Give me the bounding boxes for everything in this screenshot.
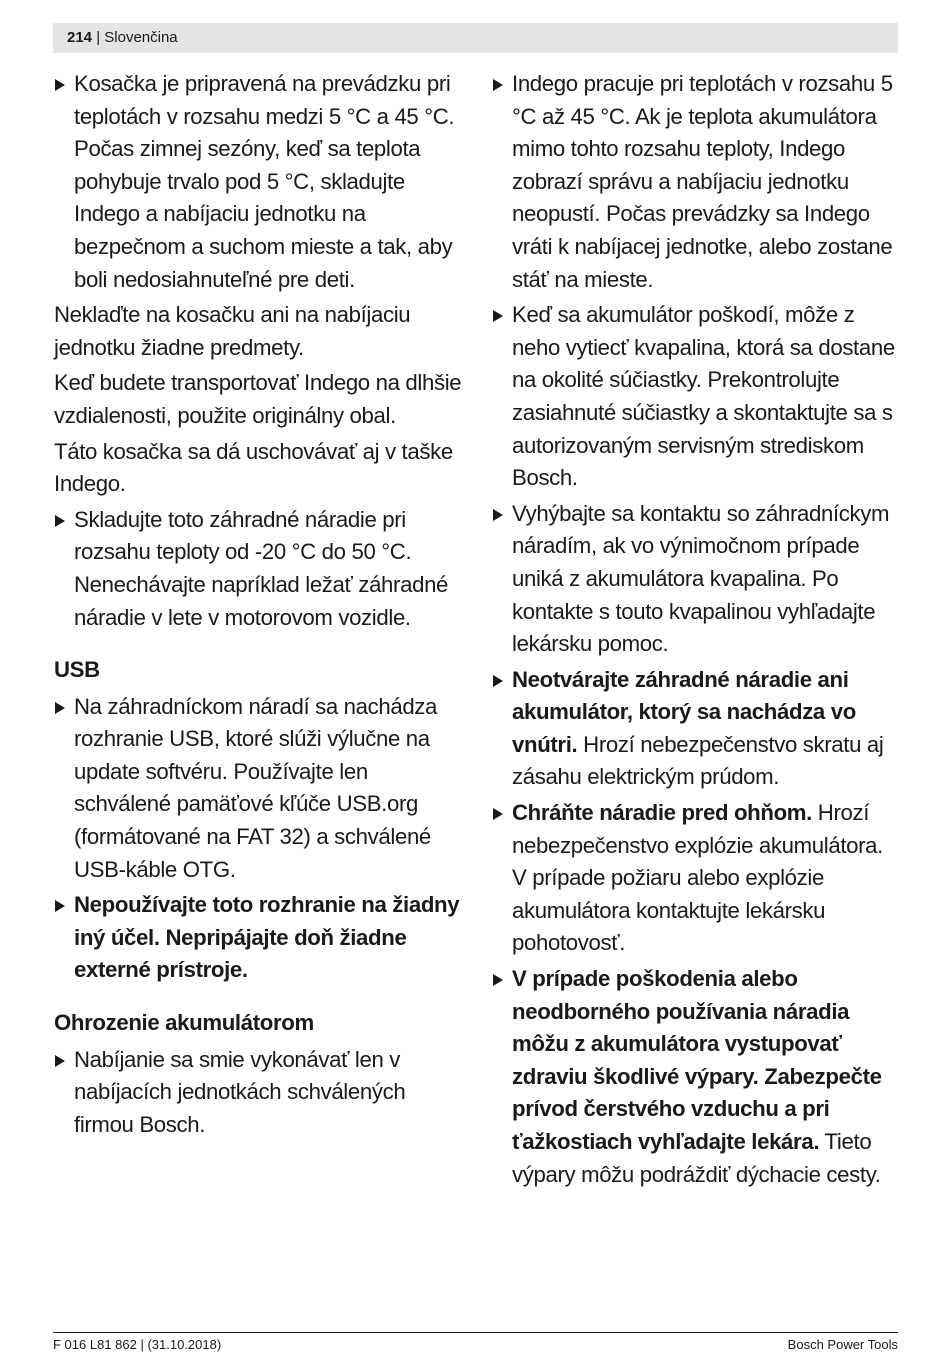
item-text-bold: Nepoužívajte toto rozhranie na žiadny iný účel. Nepripájajte doň žiadne externé prístroje. bbox=[74, 892, 460, 983]
list-item bbox=[492, 299, 900, 495]
page-number: 214 bbox=[67, 29, 93, 46]
right-column bbox=[492, 68, 900, 1194]
paragraph: Neklaďte na kosačku ani na nabíjaciu jednotku žiadne predmety. bbox=[54, 302, 411, 360]
header-separator: | bbox=[92, 29, 105, 46]
page-footer bbox=[53, 1332, 898, 1352]
item-text: Kosačka je pripravená na prevádzku pri teplotách v rozsahu medzi 5 °C a 45 °C. Počas zimnej sezóny, keď sa teplota pohybuje trvalo pod 5 °C, skladujte Indego a nabíjaciu jednotku na bezpečnom a suchom mieste a tak, aby boli nedosiahnuteľné pre deti. bbox=[74, 71, 455, 292]
item-text-bold: Chráňte náradie pred ohňom. bbox=[512, 800, 812, 826]
bullet-arrow-icon bbox=[493, 310, 503, 322]
header-text bbox=[67, 29, 178, 46]
list-item bbox=[54, 1044, 462, 1142]
item-text: Skladujte toto záhradné náradie pri rozsahu teploty od -20 °C do 50 °C. Nenechávajte napríklad ležať záhradné náradie v lete v motorovom vozidle. bbox=[74, 506, 449, 630]
bullet-arrow-icon bbox=[493, 808, 503, 820]
list-item bbox=[492, 664, 900, 794]
item-text-bold: V prípade poškodenia alebo neodborného používania náradia môžu z akumulátora vystupovať zdraviu škodlivé výpary. Zabezpečte prívod čerstvého vzduchu a pri ťažkostiach vyhľadajte lekára. bbox=[512, 966, 882, 1154]
list-item bbox=[54, 889, 462, 987]
list-item bbox=[492, 963, 900, 1191]
bullet-arrow-icon bbox=[493, 509, 503, 521]
footer-brand: Bosch Power Tools bbox=[787, 1337, 898, 1352]
item-text: Hrozí nebezpečenstvo explózie akumulátora. V prípade požiaru alebo explózie akumulátora kontaktujte lekársku pohotovosť. bbox=[512, 800, 883, 956]
item-text: Indego pracuje pri teplotách v rozsahu 5 °C až 45 °C. Ak je teplota akumulátora mimo tohto rozsahu teploty, Indego zobrazí správu a nabíjaciu jednotku neopustí. Počas prevádzky sa Indego vráti k nabíjacej jednotke, alebo zostane stáť na mieste. bbox=[512, 71, 893, 292]
list-item bbox=[492, 68, 900, 296]
bullet-arrow-icon bbox=[55, 900, 65, 912]
item-text: Keď sa akumulátor poškodí, môže z neho vytiecť kvapalina, ktorá sa dostane na okolité súčiastky. Prekontrolujte zasiahnuté súčiastky a skontaktujte sa s autorizovaným servisným strediskom Bosch. bbox=[512, 302, 895, 491]
paragraph: Keď budete transportovať Indego na dlhšie vzdialenosti, použite originálny obal. bbox=[54, 370, 462, 428]
bullet-arrow-icon bbox=[55, 515, 65, 527]
list-item bbox=[54, 691, 462, 887]
left-column bbox=[54, 68, 462, 1144]
section-heading-usb: USB bbox=[54, 657, 100, 683]
list-item bbox=[492, 498, 900, 661]
section-heading-battery: Ohrozenie akumulátorom bbox=[54, 1010, 314, 1036]
item-text: Hrozí nebezpečenstvo skratu aj zásahu elektrickým prúdom. bbox=[512, 731, 884, 790]
bullet-arrow-icon bbox=[55, 79, 65, 91]
bullet-arrow-icon bbox=[493, 79, 503, 91]
header-language: Slovenčina bbox=[104, 29, 178, 46]
bullet-arrow-icon bbox=[493, 675, 503, 687]
item-text-bold: Neotvárajte záhradné náradie ani akumulátor, ktorý sa nachádza vo vnútri. bbox=[512, 666, 856, 757]
bullet-arrow-icon bbox=[55, 1055, 65, 1067]
item-text: Vyhýbajte sa kontaktu so záhradníckym náradím, ak vo výnimočnom prípade uniká z akumulátora kvapalina. Po kontakte s touto kvapalinou vyhľadajte lekársku pomoc. bbox=[512, 500, 890, 657]
paragraph: Táto kosačka sa dá uschovávať aj v taške Indego. bbox=[54, 438, 453, 497]
page-header bbox=[53, 23, 898, 53]
bullet-arrow-icon bbox=[493, 974, 503, 986]
footer-doc-code: F 016 L81 862 | (31.10.2018) bbox=[53, 1337, 222, 1352]
item-text: Tieto výpary môžu podráždiť dýchacie cesty. bbox=[512, 1129, 881, 1187]
item-text: Nabíjanie sa smie vykonávať len v nabíjacích jednotkách schválených firmou Bosch. bbox=[74, 1046, 406, 1137]
list-item bbox=[492, 797, 900, 960]
list-item bbox=[54, 504, 462, 634]
bullet-arrow-icon bbox=[55, 702, 65, 714]
item-text: Na záhradníckom náradí sa nachádza rozhranie USB, ktoré slúži výlučne na update softvéru. Používajte len schválené pamäťové kľúče USB.org (formátované na FAT 32) a schválené USB-káble OTG. bbox=[74, 693, 438, 882]
list-item bbox=[54, 68, 462, 296]
